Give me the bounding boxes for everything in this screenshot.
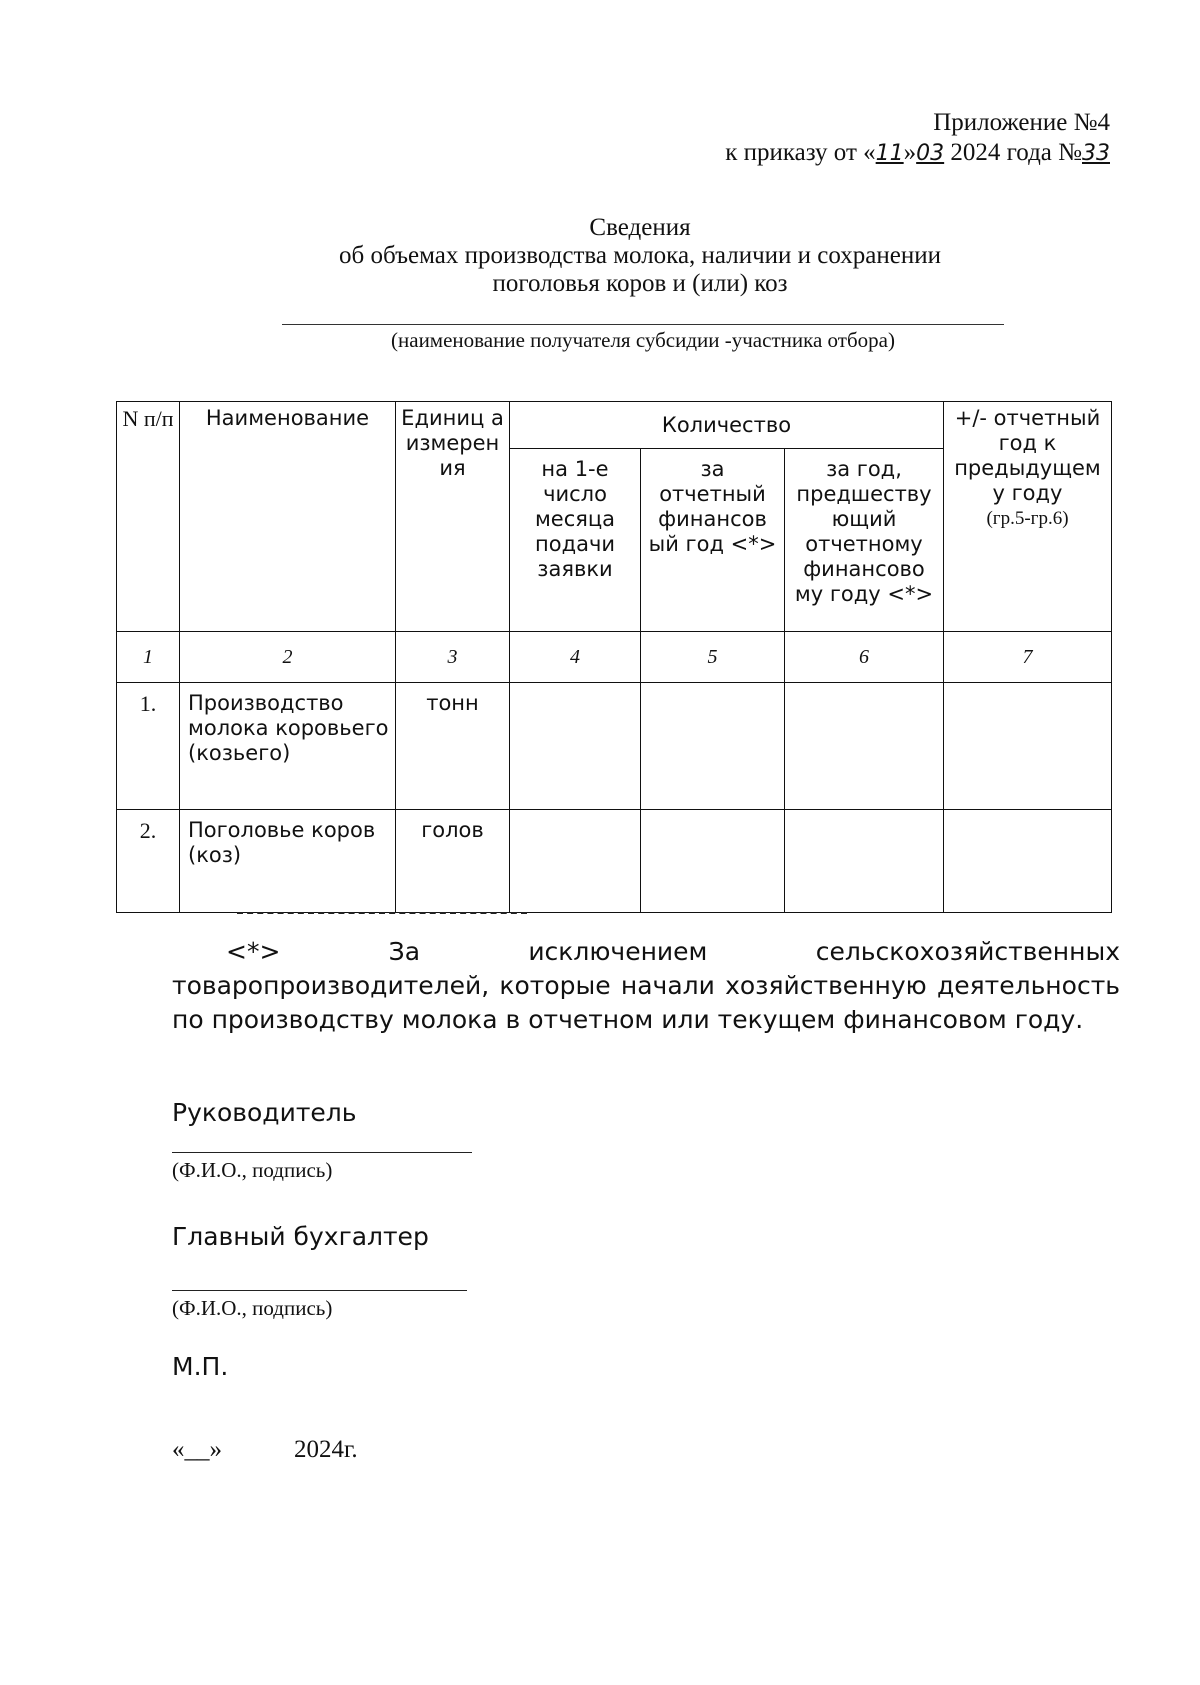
column-number: 4 (510, 632, 641, 683)
title-line-2: об объемах производства молока, наличии и сохранении (339, 242, 941, 269)
title-line-1: Сведения (589, 214, 691, 241)
header-row-1 (117, 402, 1112, 449)
seal-label: М.П. (172, 1352, 229, 1381)
order-reference (725, 138, 1110, 169)
table-row (117, 810, 1112, 913)
order-prefix: к приказу от « (725, 139, 876, 166)
footnote: <*> За исключением сельскохозяйственных товаропроизводителей, которые начали хозяйственную деятельность по производству молока в отчетном или текущем финансовом году. (172, 937, 1120, 1034)
order-number: 33 (1082, 141, 1110, 166)
column-number-row (117, 632, 1112, 683)
accountant-caption: (Ф.И.О., подпись) (172, 1296, 333, 1320)
title-line-3: поголовья коров и (или) коз (492, 270, 788, 297)
header-delta-label: +/- отчетный год к предыдущем у году (954, 406, 1101, 505)
column-number: 2 (180, 632, 396, 683)
order-mid: 2024 года № (944, 139, 1082, 166)
data-table (116, 401, 1112, 913)
row-q1-cell[interactable] (510, 683, 641, 810)
header-q2: за отчетный финансов ый год <*> (641, 449, 785, 632)
row-delta-cell[interactable] (944, 683, 1112, 810)
order-month: 03 (916, 141, 945, 166)
order-day: 11 (875, 141, 904, 166)
header-num: N п/п (117, 402, 180, 632)
row-q3-cell[interactable] (785, 810, 944, 913)
row-q2-cell[interactable] (641, 683, 785, 810)
appendix-header (725, 108, 1110, 169)
column-number: 6 (785, 632, 944, 683)
row-q3-cell[interactable] (785, 683, 944, 810)
column-number: 3 (396, 632, 510, 683)
recipient-name-line (282, 324, 1004, 325)
document-title (0, 214, 1200, 298)
row-num: 2. (117, 810, 180, 913)
row-delta-cell[interactable] (944, 810, 1112, 913)
header-q1: на 1-е число месяца подачи заявки (510, 449, 641, 632)
row-q2-cell[interactable] (641, 810, 785, 913)
recipient-caption: (наименование получателя субсидии -участника отбора) (391, 328, 895, 352)
column-number: 5 (641, 632, 785, 683)
row-name: Поголовье коров (коз) (180, 810, 396, 913)
date-blank: «__» (172, 1436, 222, 1463)
footnote-separator (237, 912, 527, 914)
accountant-signature-line[interactable] (172, 1290, 467, 1291)
row-unit: тонн (396, 683, 510, 810)
order-sep: » (903, 139, 917, 166)
row-unit: голов (396, 810, 510, 913)
date-year: 2024г. (294, 1436, 358, 1463)
header-q3: за год, предшеству ющий отчетному финансово му году <*> (785, 449, 944, 632)
head-label: Руководитель (172, 1098, 357, 1127)
head-signature-line[interactable] (172, 1152, 472, 1153)
column-number: 7 (944, 632, 1112, 683)
header-delta (944, 402, 1112, 632)
row-num: 1. (117, 683, 180, 810)
header-quantity: Количество (510, 402, 944, 449)
header-delta-note: (гр.5-гр.6) (986, 508, 1069, 529)
table-row (117, 683, 1112, 810)
row-name: Производство молока коровьего (козьего) (180, 683, 396, 810)
appendix-title: Приложение №4 (933, 109, 1110, 136)
head-caption: (Ф.И.О., подпись) (172, 1158, 333, 1182)
accountant-label: Главный бухгалтер (172, 1222, 429, 1251)
header-name: Наименование (180, 402, 396, 632)
row-q1-cell[interactable] (510, 810, 641, 913)
column-number: 1 (117, 632, 180, 683)
header-unit: Единиц а измерен ия (396, 402, 510, 632)
